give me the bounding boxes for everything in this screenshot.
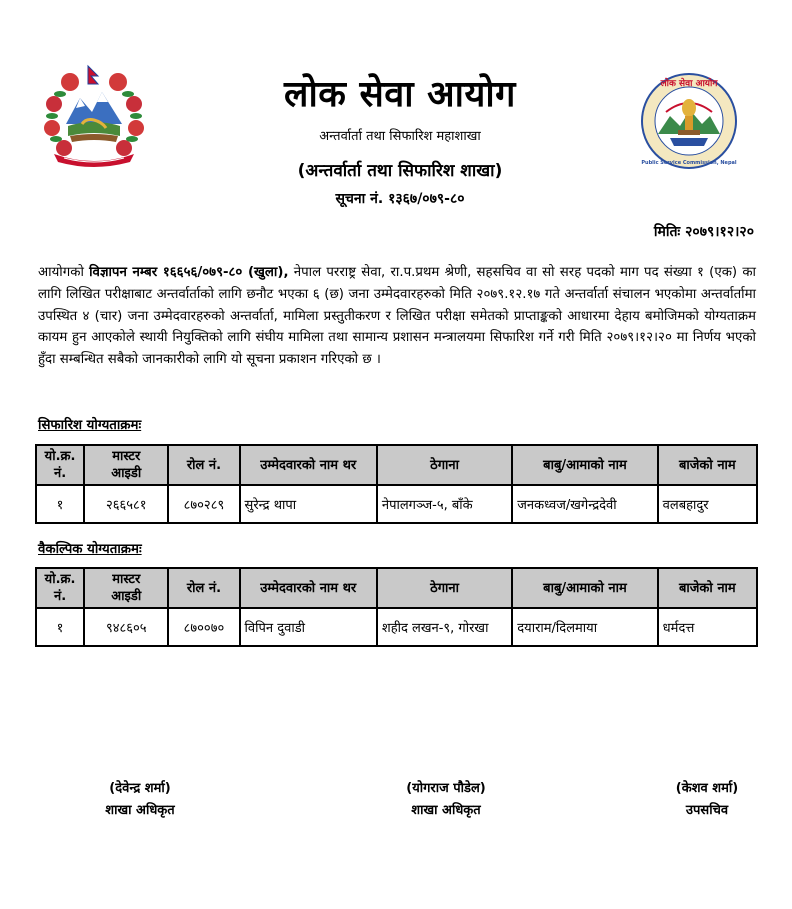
cell-parents: जनकध्वज/खगेन्द्रदेवी <box>512 485 657 523</box>
cell-name: सुरेन्द्र थापा <box>240 485 377 523</box>
table-row <box>36 485 757 523</box>
table-row <box>36 608 757 646</box>
col-parents: बाबु/आमाको नाम <box>512 445 657 485</box>
cell-roll: ८७०२८९ <box>168 485 239 523</box>
notice-number: सूचना नं. १३६७/०७९-८० <box>335 191 465 207</box>
signatory-title: शाखा अधिकृत <box>105 803 175 818</box>
alternative-table <box>35 567 758 647</box>
cell-grandfather: धर्मदत्त <box>658 608 757 646</box>
cell-sn: १ <box>36 608 84 646</box>
section-name: (अन्तर्वार्ता तथा सिफारिश शाखा) <box>297 161 503 181</box>
cell-address: शहीद लखन-९, गोरखा <box>377 608 512 646</box>
recommended-heading: सिफारिश योग्यताक्रमः <box>38 418 142 433</box>
col-grandfather: बाजेको नाम <box>658 568 757 608</box>
col-roll: रोल नं. <box>168 568 239 608</box>
col-grandfather: बाजेको नाम <box>658 445 757 485</box>
psc-logo-english-text: Public Service Commission, Nepal <box>641 160 737 166</box>
table-header-row <box>36 445 757 485</box>
cell-name: विपिन दुवाडी <box>240 608 377 646</box>
cell-roll: ८७००७० <box>168 608 239 646</box>
col-sn: यो.क्र. नं. <box>36 445 84 485</box>
signatory-name: (केशव शर्मा) <box>675 781 739 796</box>
signature-block <box>642 778 772 822</box>
col-address: ठेगाना <box>377 445 512 485</box>
cell-sn: १ <box>36 485 84 523</box>
page-title: लोक सेवा आयोग <box>284 74 516 115</box>
signatory-name: (योगराज पौडेल) <box>406 781 486 796</box>
recommended-table <box>35 444 758 524</box>
col-name: उम्मेदवारको नाम थर <box>240 445 377 485</box>
nepal-emblem-icon <box>40 62 148 170</box>
para-lead: आयोगको <box>38 265 90 280</box>
col-name: उम्मेदवारको नाम थर <box>240 568 377 608</box>
col-master-id: मास्टर आइडी <box>84 568 168 608</box>
notice-paragraph <box>38 262 756 371</box>
cell-parents: दयाराम/दिलमाया <box>512 608 657 646</box>
col-address: ठेगाना <box>377 568 512 608</box>
psc-logo-native-text: लोक सेवा आयोग <box>660 79 718 89</box>
cell-grandfather: वलबहादुर <box>658 485 757 523</box>
alternative-heading: वैकल्पिक योग्यताक्रमः <box>38 542 142 557</box>
col-sn: यो.क्र. नं. <box>36 568 84 608</box>
cell-master-id: २६६५८१ <box>84 485 168 523</box>
para-rest: नेपाल परराष्ट्र सेवा, रा.प.प्रथम श्रेणी, सहसचिव वा सो सरह पदको माग पद संख्या १ (एक) का लागि लिखित परीक्षाबाट अन्तर्वार्ताको लागि छनौट भएका ६ (छ) जना उम्मेदवारहरुको मिति २०७९.१२.१७ गते अन्तर्वार्ता संचालन भएकोमा अन्तर्वार्तामा उपस्थित ४ (चार) जना उम्मेदवारहरुको अन्तर्वार्ता, मामिला प्रस्तुतीकरण र लिखित परीक्षा समेतको प्राप्ताङ्कको आधारमा देहाय बमोजिमको योग्यताक्रम कायम हुन आएकोले स्थायी नियुक्तिको लागि संघीय मामिला तथा सामान्य प्रशासन मन्त्रालयमा सिफारिश गर्ने गरी मिति २०७९।१२।२० मा निर्णय भएको हुँदा सम्बन्धित सबैको जानकारीको लागि यो सूचना प्रकाशन गरिएको छ । <box>38 265 757 368</box>
cell-master-id: ९४८६०५ <box>84 608 168 646</box>
signatory-title: शाखा अधिकृत <box>411 803 481 818</box>
psc-logo-icon <box>640 72 738 170</box>
signatory-title: उपसचिव <box>685 803 729 818</box>
col-master-id: मास्टर आइडी <box>84 445 168 485</box>
advertisement-number: विज्ञापन नम्बर १६६५६/०७९-८० (खुला), <box>89 265 289 280</box>
signature-block <box>376 778 516 822</box>
cell-address: नेपालगञ्ज-५, बाँके <box>377 485 512 523</box>
col-parents: बाबु/आमाको नाम <box>512 568 657 608</box>
table-header-row <box>36 568 757 608</box>
signature-block <box>70 778 210 822</box>
division-name: अन्तर्वार्ता तथा सिफारिश महाशाखा <box>319 129 481 144</box>
signatory-name: (देवेन्द्र शर्मा) <box>109 781 171 796</box>
notice-date: मितिः २०७९।१२।२० <box>653 224 754 240</box>
col-roll: रोल नं. <box>168 445 239 485</box>
